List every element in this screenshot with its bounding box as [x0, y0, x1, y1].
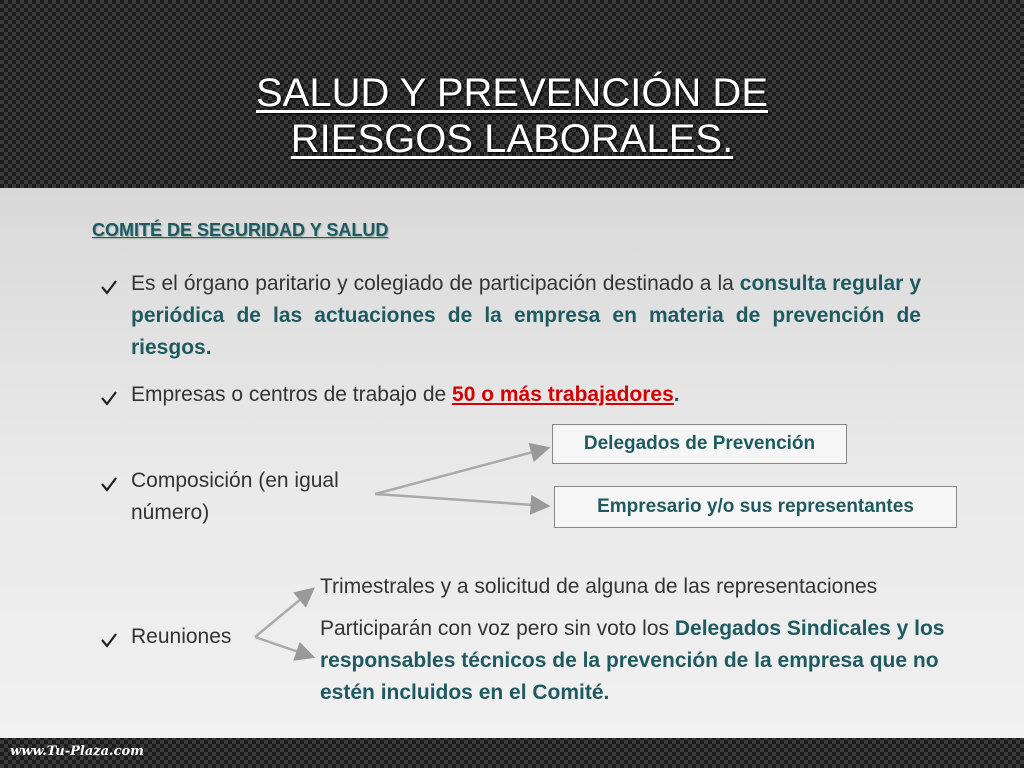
bullet-4-text: Reuniones: [131, 625, 232, 648]
reuniones-item-2-bold: Delegados Sindicales y los responsables técnicos de la prevención de la empresa que no estén incluidos en el Comité.: [320, 617, 945, 704]
arrow-to-trimestrales: [255, 589, 313, 637]
arrow-to-delegados: [375, 448, 548, 494]
reuniones-item-1: Trimestrales y a solicitud de alguna de las representaciones: [320, 575, 878, 598]
arrow-to-participaran: [255, 637, 313, 657]
footer-watermark: www.Tu-Plaza.com: [10, 744, 144, 759]
bullet-1-bold: consulta regular y periódica de las actuaciones de la empresa en materia de prevención de riesgos.: [131, 272, 922, 359]
reuniones-item-2-text: Participarán con voz pero sin voto los: [320, 617, 675, 640]
box-empresario: Empresario y/o sus representantes: [554, 486, 957, 528]
bullet-2-text: Empresas o centros de trabajo de: [131, 383, 453, 406]
bullet-3-text: Composición (en igual número): [131, 469, 339, 524]
section-title: COMITÉ DE SEGURIDAD Y SALUD: [92, 220, 389, 240]
bullet-2-highlight: 50 o más trabajadores: [452, 383, 674, 406]
bullet-2-end: .: [673, 383, 680, 406]
bullet-1-text: Es el órgano paritario y colegiado de participación destinado a la: [131, 272, 740, 295]
arrow-to-empresario: [375, 494, 548, 506]
title-line-1: SALUD Y PREVENCIÓN DE: [255, 71, 768, 115]
title-line-2: RIESGOS LABORALES.: [290, 117, 734, 161]
box-delegados: Delegados de Prevención: [552, 424, 847, 464]
